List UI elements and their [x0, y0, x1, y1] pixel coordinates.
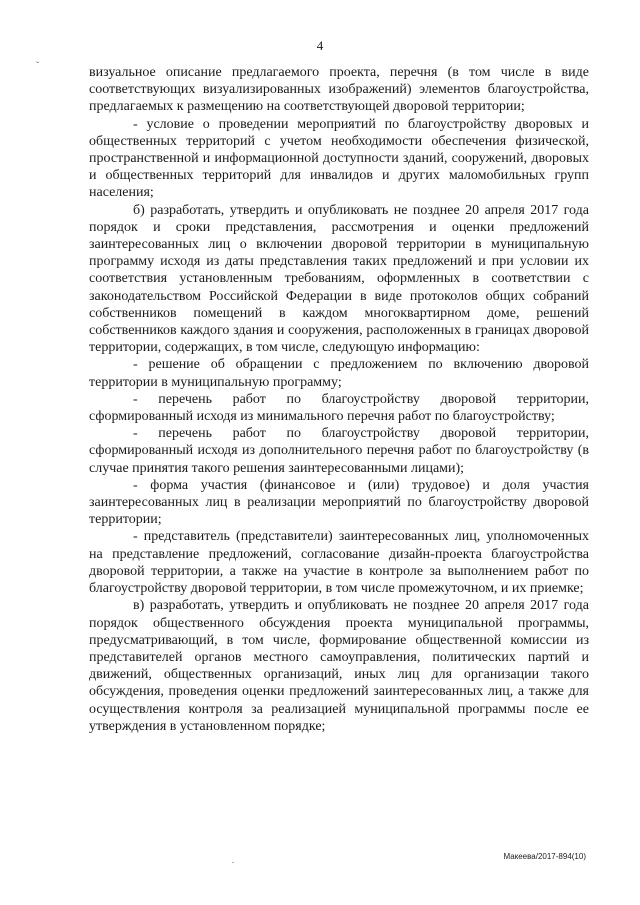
paragraph: - условие о проведении мероприятий по благоустройству дворовых и общественных территорий с учетом необходимости обеспечения физической, пространственной и информационной доступности зданий, сооружений, дворовых и общественных территорий для инвалидов и других маломобильных групп населения; — [89, 116, 589, 201]
paragraph: б) разработать, утвердить и опубликовать не позднее 20 апреля 2017 года порядок и сроки представления, рассмотрения и оценки предложений заинтересованных лиц о включении дворовой территории в муниципальную программу исходя из даты представления таких предложений и при условии их соответствия установленным требованиям, оформленных в соответствии с законодательством Российской Федерации в виде протоколов общих собраний собственников помещений в каждом многоквартирном доме, решений собственников каждого здания и сооружения, расположенных в границах дворовой территории, содержащих, в том числе, следующую информацию: — [89, 202, 589, 356]
document-body — [89, 64, 589, 735]
paragraph: - форма участия (финансовое и (или) трудовое) и доля участия заинтересованных лиц в реализации мероприятий по благоустройству дворовой территории; — [89, 477, 589, 528]
document-code: Макеева/2017-894(10) — [503, 852, 586, 861]
paragraph: - решение об обращении с предложением по включению дворовой территории в муниципальную программу; — [89, 357, 589, 390]
scan-mark: ˇ — [36, 61, 40, 72]
paragraph: в) разработать, утвердить и опубликовать не позднее 20 апреля 2017 года порядок общественного обсуждения проекта муниципальной программы, предусматривающий, в том числе, формирование общественной комиссии из представителей органов местного самоуправления, политических партий и движений, общественных организаций, иных лиц для организации такого обсуждения, проведения оценки предложений заинтересованных лиц, а также для осуществления контроля за реализацией муниципальной программы после ее утверждения в установленном порядке; — [89, 598, 589, 734]
paragraph: - перечень работ по благоустройству дворовой территории, сформированный исходя из дополнительного перечня работ по благоустройству (в случае принятия такого решения заинтересованными лицами); — [89, 426, 589, 476]
paragraph: - перечень работ по благоустройству дворовой территории, сформированный исходя из минимального перечня работ по благоустройству; — [89, 391, 589, 425]
paragraph: визуальное описание предлагаемого проекта, перечня (в том числе в виде соответствующих визуализированных изображений) элементов благоустройства, предлагаемых к размещению на соответствующей дворовой территории; — [89, 65, 589, 115]
page-number: 4 — [316, 38, 324, 53]
paragraph: - представитель (представители) заинтересованных лиц, уполномоченных на представление предложений, согласование дизайн-проекта благоустройства дворовой территории, а также на участие в контроле за выполнением работ по благоустройству дворовой территории, в том числе промежуточном, и их приемке; — [89, 529, 589, 597]
scan-dot — [232, 862, 234, 863]
